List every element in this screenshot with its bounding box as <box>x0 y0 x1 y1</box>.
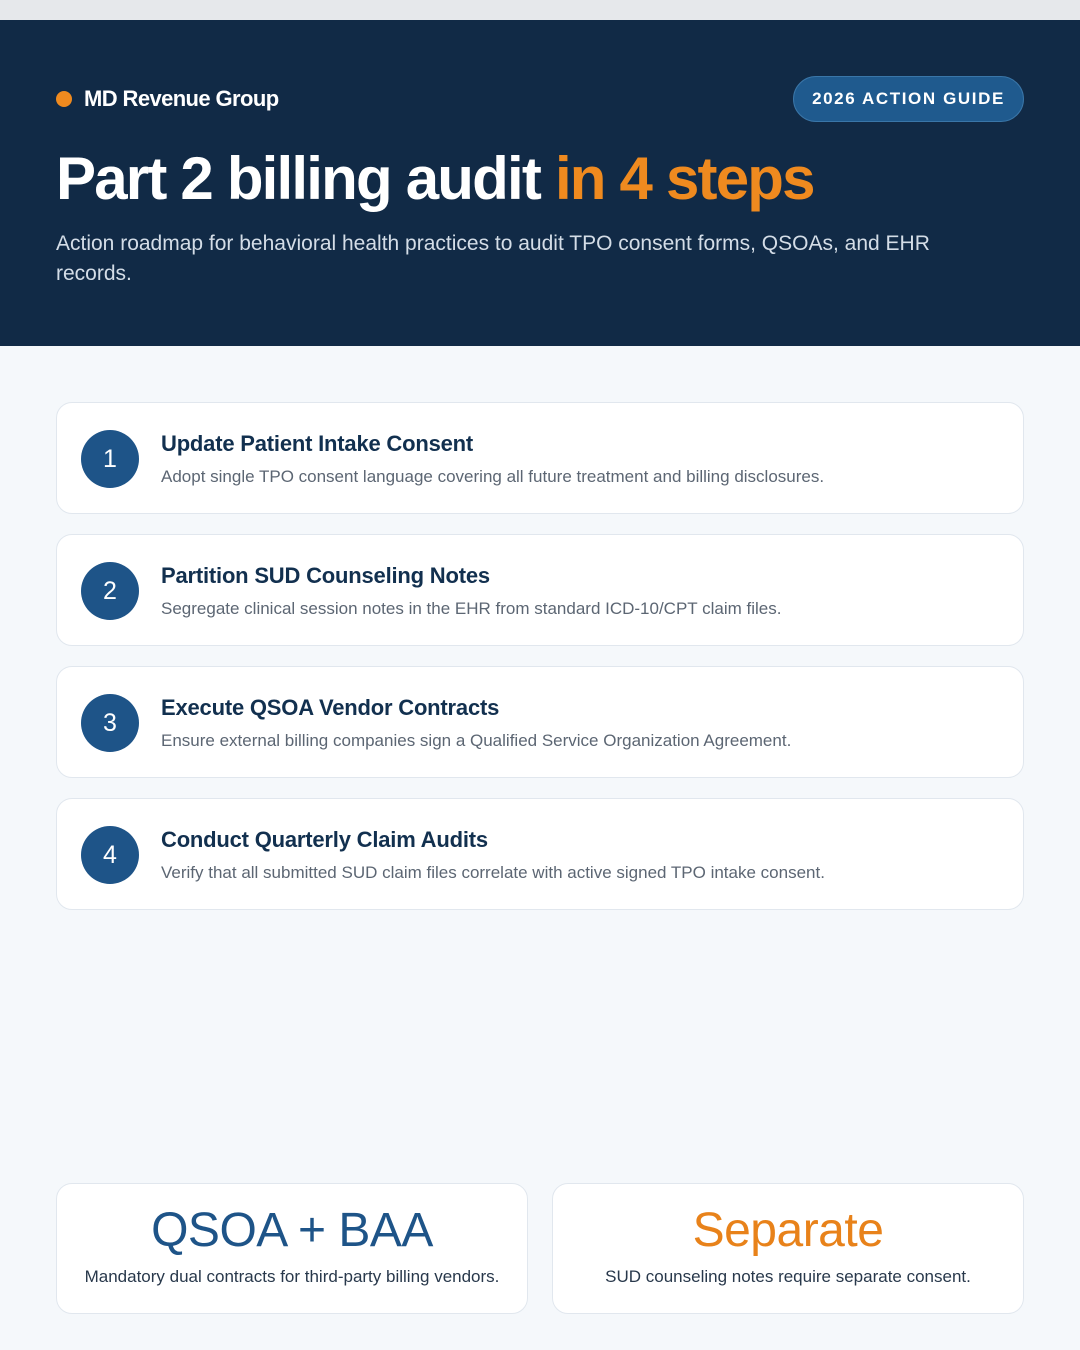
guide-badge: 2026 ACTION GUIDE <box>793 76 1024 122</box>
step-card <box>56 798 1024 910</box>
steps-list <box>56 402 1024 930</box>
step-description: Verify that all submitted SUD claim files correlate with active signed TPO intake consent. <box>161 863 825 882</box>
step-title: Execute QSOA Vendor Contracts <box>161 695 500 720</box>
page-subtitle: Action roadmap for behavioral health practices to audit TPO consent forms, QSOAs, and EHR records. <box>56 232 930 285</box>
step-number-badge: 2 <box>81 562 139 620</box>
brand-name: MD Revenue Group <box>84 86 279 111</box>
step-card <box>56 402 1024 514</box>
stat-card-consent <box>552 1183 1024 1314</box>
step-number-badge: 1 <box>81 430 139 488</box>
step-description: Ensure external billing companies sign a Qualified Service Organization Agreement. <box>161 731 792 750</box>
brand-dot-icon <box>56 91 72 107</box>
step-description: Segregate clinical session notes in the EHR from standard ICD-10/CPT claim files. <box>161 599 782 618</box>
brand <box>56 86 279 112</box>
step-title: Conduct Quarterly Claim Audits <box>161 827 488 852</box>
stat-value: Separate <box>692 1204 884 1257</box>
step-card <box>56 666 1024 778</box>
title-accent: in 4 steps <box>554 145 814 212</box>
top-strip <box>0 0 1080 20</box>
stat-label: SUD counseling notes require separate consent. <box>605 1267 971 1286</box>
step-card <box>56 534 1024 646</box>
stat-card-contracts <box>56 1183 528 1314</box>
step-title: Partition SUD Counseling Notes <box>161 563 490 588</box>
stat-value: QSOA + BAA <box>151 1204 433 1257</box>
step-title: Update Patient Intake Consent <box>161 431 474 456</box>
title-main: Part 2 billing audit <box>56 145 541 212</box>
step-description: Adopt single TPO consent language covering all future treatment and billing disclosures. <box>161 467 825 486</box>
stat-label: Mandatory dual contracts for third-party billing vendors. <box>84 1267 500 1286</box>
page-title <box>56 144 1036 214</box>
step-number-badge: 3 <box>81 694 139 752</box>
step-number-badge: 4 <box>81 826 139 884</box>
